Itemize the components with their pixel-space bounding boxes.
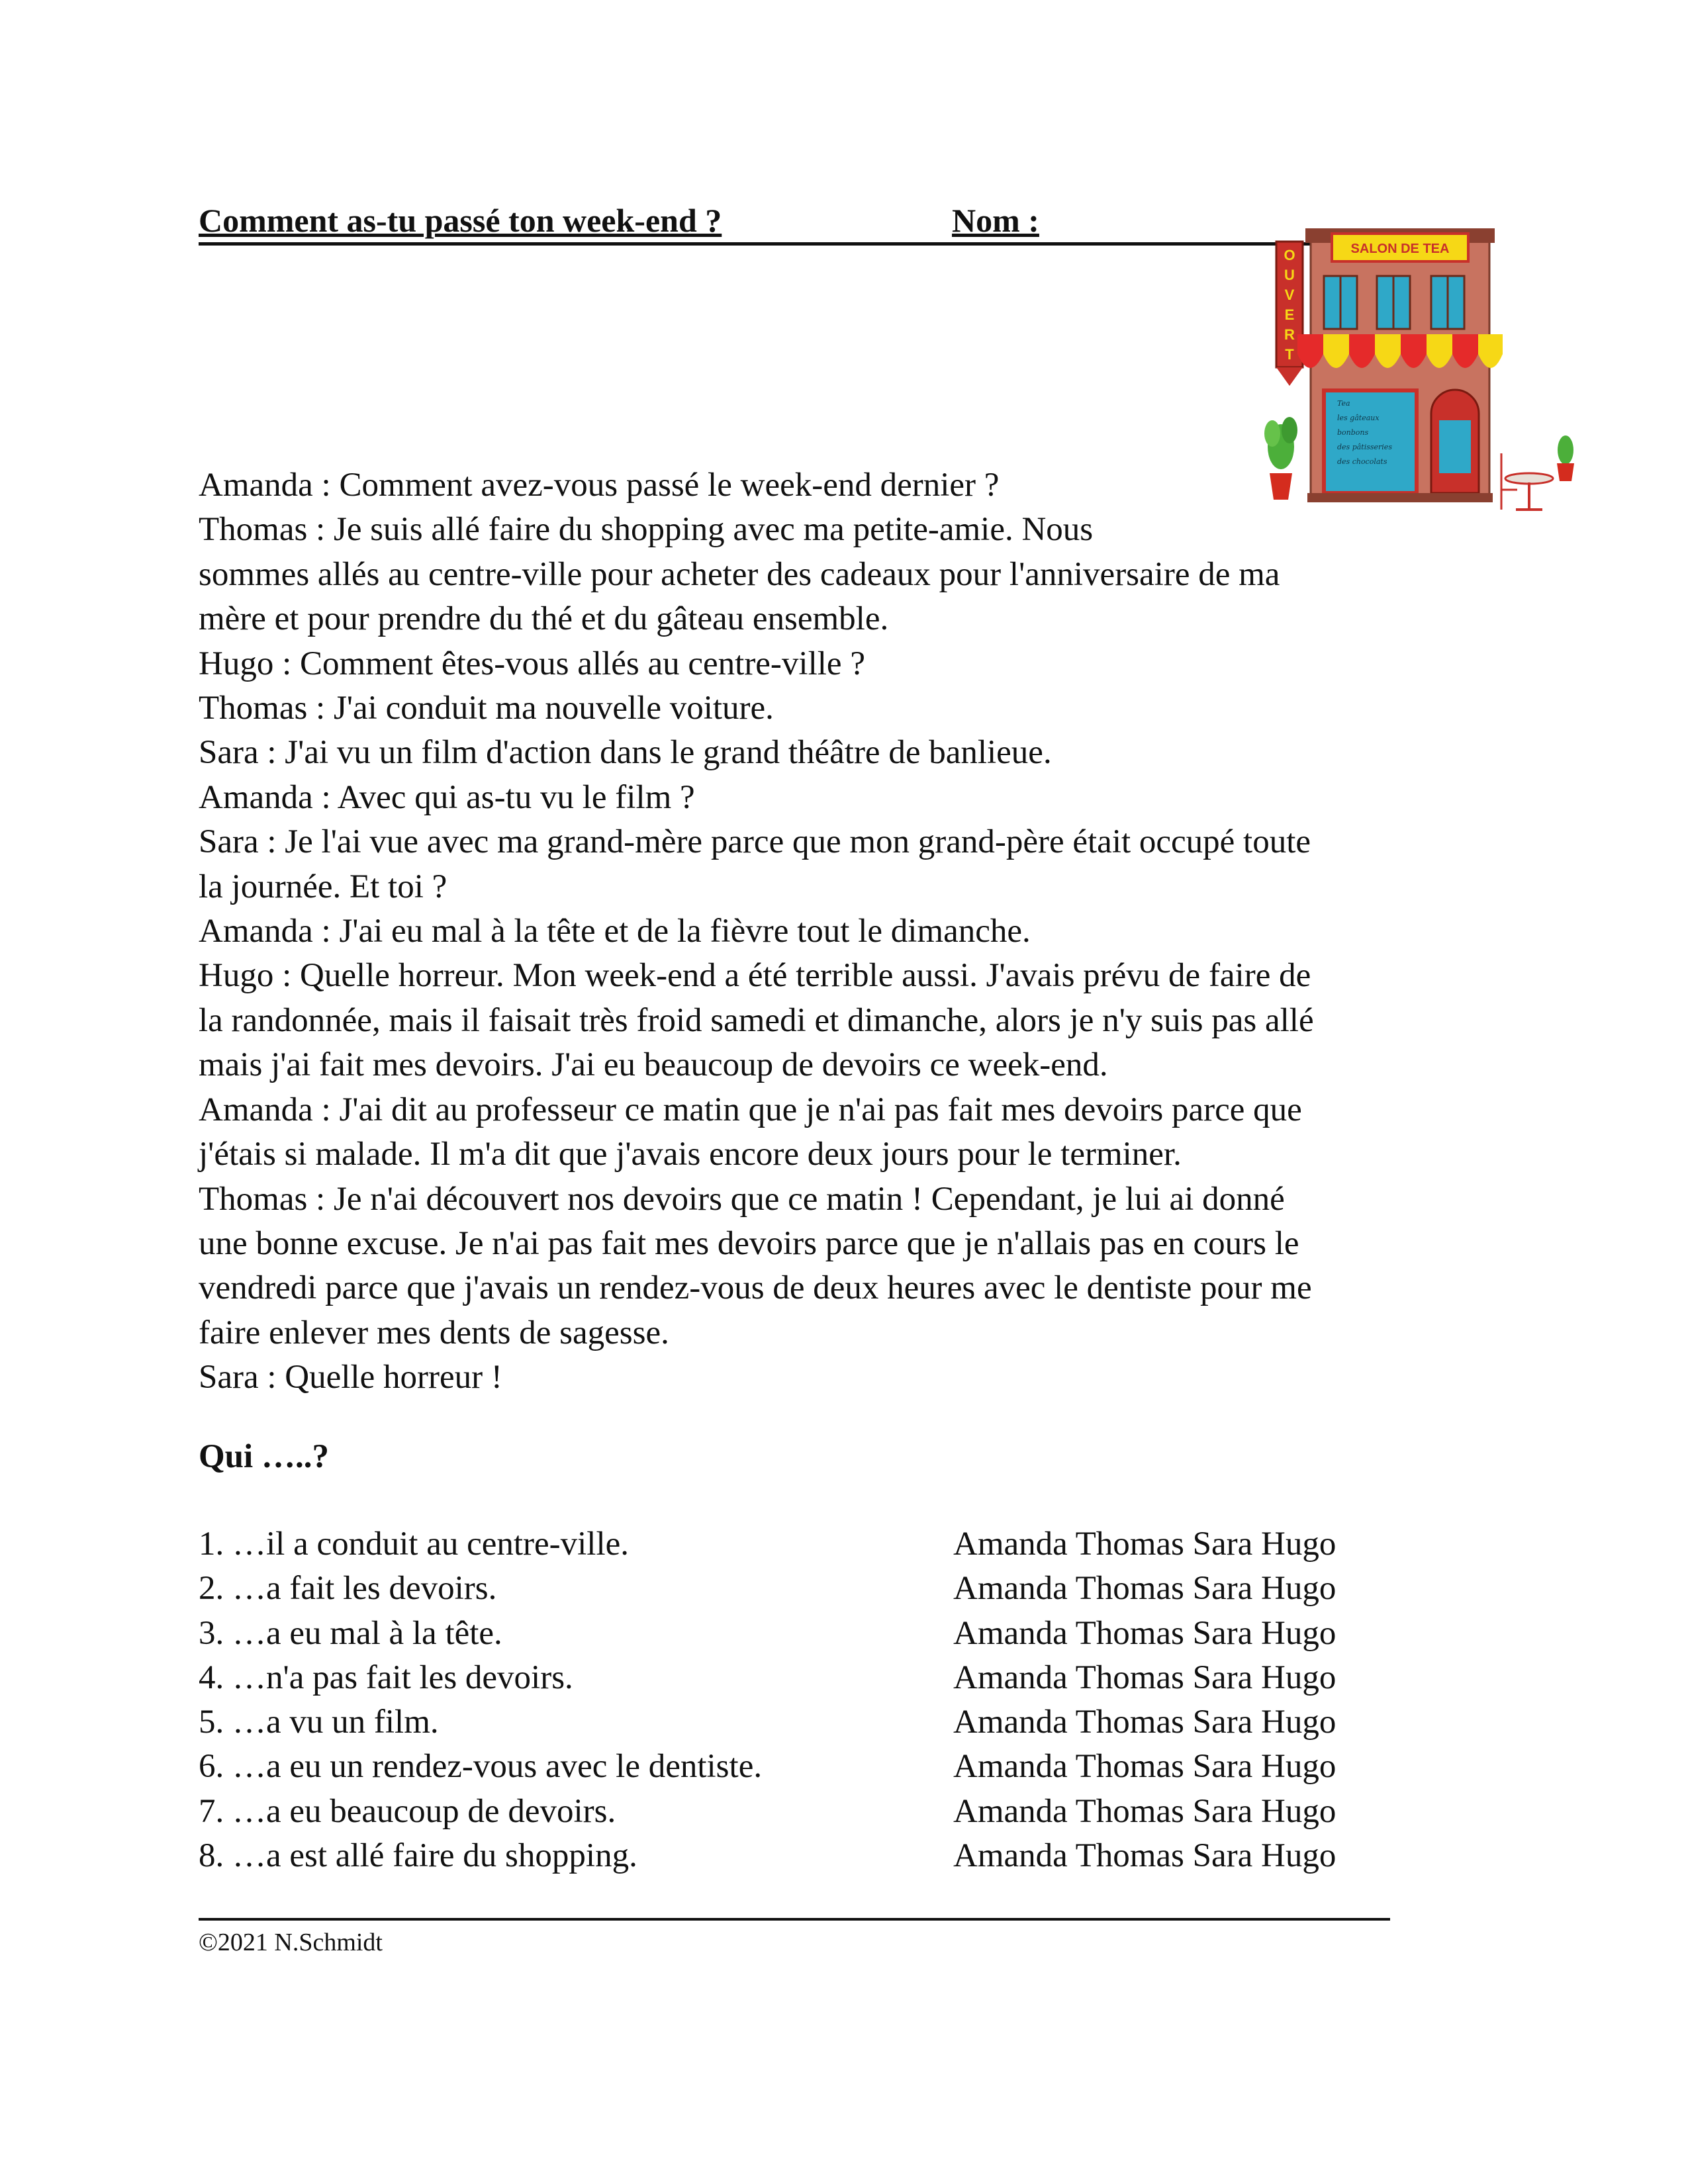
question-text: 1. …il a conduit au centre-ville. xyxy=(199,1525,630,1563)
question-row xyxy=(199,1790,1489,1834)
open-sign-letter: V xyxy=(1284,287,1295,303)
window-text: bonbons xyxy=(1337,428,1369,437)
question-text: 2. …a fait les devoirs. xyxy=(199,1570,497,1608)
name-field-label: Nom : xyxy=(952,202,1039,239)
question-row xyxy=(199,1834,1489,1878)
dialogue-line: mais j'ai fait mes devoirs. J'ai eu beaucoup de devoirs ce week-end. xyxy=(199,1046,1108,1084)
dialogue-line: faire enlever mes dents de sagesse. xyxy=(199,1314,669,1351)
dialogue-line: Thomas : Je suis allé faire du shopping avec ma petite-amie. Nous xyxy=(199,511,1094,549)
dialogue-line: j'étais si malade. Il m'a dit que j'avais encore deux jours pour le terminer. xyxy=(199,1136,1182,1173)
question-text: 6. …a eu un rendez-vous avec le dentiste. xyxy=(199,1748,763,1786)
quiz-title: Qui …..? xyxy=(199,1438,329,1475)
dialogue-line: Amanda : Avec qui as-tu vu le film ? xyxy=(199,778,695,816)
dialogue-line: mère et pour prendre du thé et du gâteau ensemble. xyxy=(199,600,889,638)
question-list xyxy=(199,1522,1489,1878)
footer-divider xyxy=(199,1918,1390,1921)
worksheet-title: Comment as-tu passé ton week-end ? xyxy=(199,202,722,239)
worksheet-header xyxy=(199,199,1324,246)
dialogue-line: Sara : Quelle horreur ! xyxy=(199,1359,502,1396)
copyright-text: ©2021 N.Schmidt xyxy=(199,1929,383,1956)
dialogue-line: la randonnée, mais il faisait très froid samedi et dimanche, alors je n'y suis pas allé xyxy=(199,1001,1314,1039)
open-sign-letter: T xyxy=(1285,346,1294,363)
question-row xyxy=(199,1567,1489,1611)
window-text: les gâteaux xyxy=(1337,414,1380,422)
question-text: 5. …a vu un film. xyxy=(199,1704,439,1741)
dialogue-line: sommes allés au centre-ville pour acheter des cadeaux pour l'anniversaire de ma xyxy=(199,555,1280,593)
dialogue-line: Amanda : J'ai eu mal à la tête et de la fièvre tout le dimanche. xyxy=(199,913,1031,950)
open-sign-letter: U xyxy=(1284,267,1295,283)
answer-choices: Amanda Thomas Sara Hugo xyxy=(953,1837,1336,1875)
dialogue-line: Amanda : Comment avez-vous passé le week-end dernier ? xyxy=(199,467,1000,504)
dialogue-line: la journée. Et toi ? xyxy=(199,868,447,905)
dialogue-line: Sara : J'ai vu un film d'action dans le grand théâtre de banlieue. xyxy=(199,734,1052,772)
open-sign-letter: O xyxy=(1284,247,1295,263)
dialogue-line: Sara : Je l'ai vue avec ma grand-mère parce que mon grand-père était occupé toute xyxy=(199,823,1311,861)
dialogue-line: une bonne excuse. Je n'ai pas fait mes devoirs parce que je n'allais pas en cours le xyxy=(199,1224,1299,1262)
window-text: Tea xyxy=(1337,399,1350,408)
window-text: des pâtisseries xyxy=(1337,443,1392,451)
question-text: 7. …a eu beaucoup de devoirs. xyxy=(199,1792,616,1830)
question-row xyxy=(199,1612,1489,1656)
answer-choices: Amanda Thomas Sara Hugo xyxy=(953,1570,1336,1608)
answer-choices: Amanda Thomas Sara Hugo xyxy=(953,1792,1336,1830)
shop-sign-text: SALON DE TEA xyxy=(1350,242,1450,256)
dialogue-line: vendredi parce que j'avais un rendez-vous de deux heures avec le dentiste pour me xyxy=(199,1269,1312,1307)
open-sign-letter: E xyxy=(1284,306,1295,323)
answer-choices: Amanda Thomas Sara Hugo xyxy=(953,1659,1336,1696)
dialogue-line: Hugo : Quelle horreur. Mon week-end a été terrible aussi. J'avais prévu de faire de xyxy=(199,957,1311,995)
dialogue-text xyxy=(199,463,1489,1400)
question-text: 8. …a est allé faire du shopping. xyxy=(199,1837,637,1875)
answer-choices: Amanda Thomas Sara Hugo xyxy=(953,1525,1336,1563)
open-sign-letter: R xyxy=(1284,326,1295,343)
question-text: 3. …a eu mal à la tête. xyxy=(199,1614,502,1652)
dialogue-line: Hugo : Comment êtes-vous allés au centre-ville ? xyxy=(199,645,865,682)
question-row xyxy=(199,1656,1489,1700)
answer-choices: Amanda Thomas Sara Hugo xyxy=(953,1704,1336,1741)
dialogue-line: Thomas : J'ai conduit ma nouvelle voiture. xyxy=(199,690,774,727)
question-row xyxy=(199,1700,1489,1745)
question-row xyxy=(199,1745,1489,1789)
window-text: des chocolats xyxy=(1337,457,1387,466)
question-row xyxy=(199,1522,1489,1567)
answer-choices: Amanda Thomas Sara Hugo xyxy=(953,1748,1336,1786)
question-text: 4. …n'a pas fait les devoirs. xyxy=(199,1659,573,1696)
dialogue-line: Amanda : J'ai dit au professeur ce matin que je n'ai pas fait mes devoirs parce que xyxy=(199,1091,1302,1128)
answer-choices: Amanda Thomas Sara Hugo xyxy=(953,1614,1336,1652)
dialogue-line: Thomas : Je n'ai découvert nos devoirs que ce matin ! Cependant, je lui ai donné xyxy=(199,1180,1285,1218)
